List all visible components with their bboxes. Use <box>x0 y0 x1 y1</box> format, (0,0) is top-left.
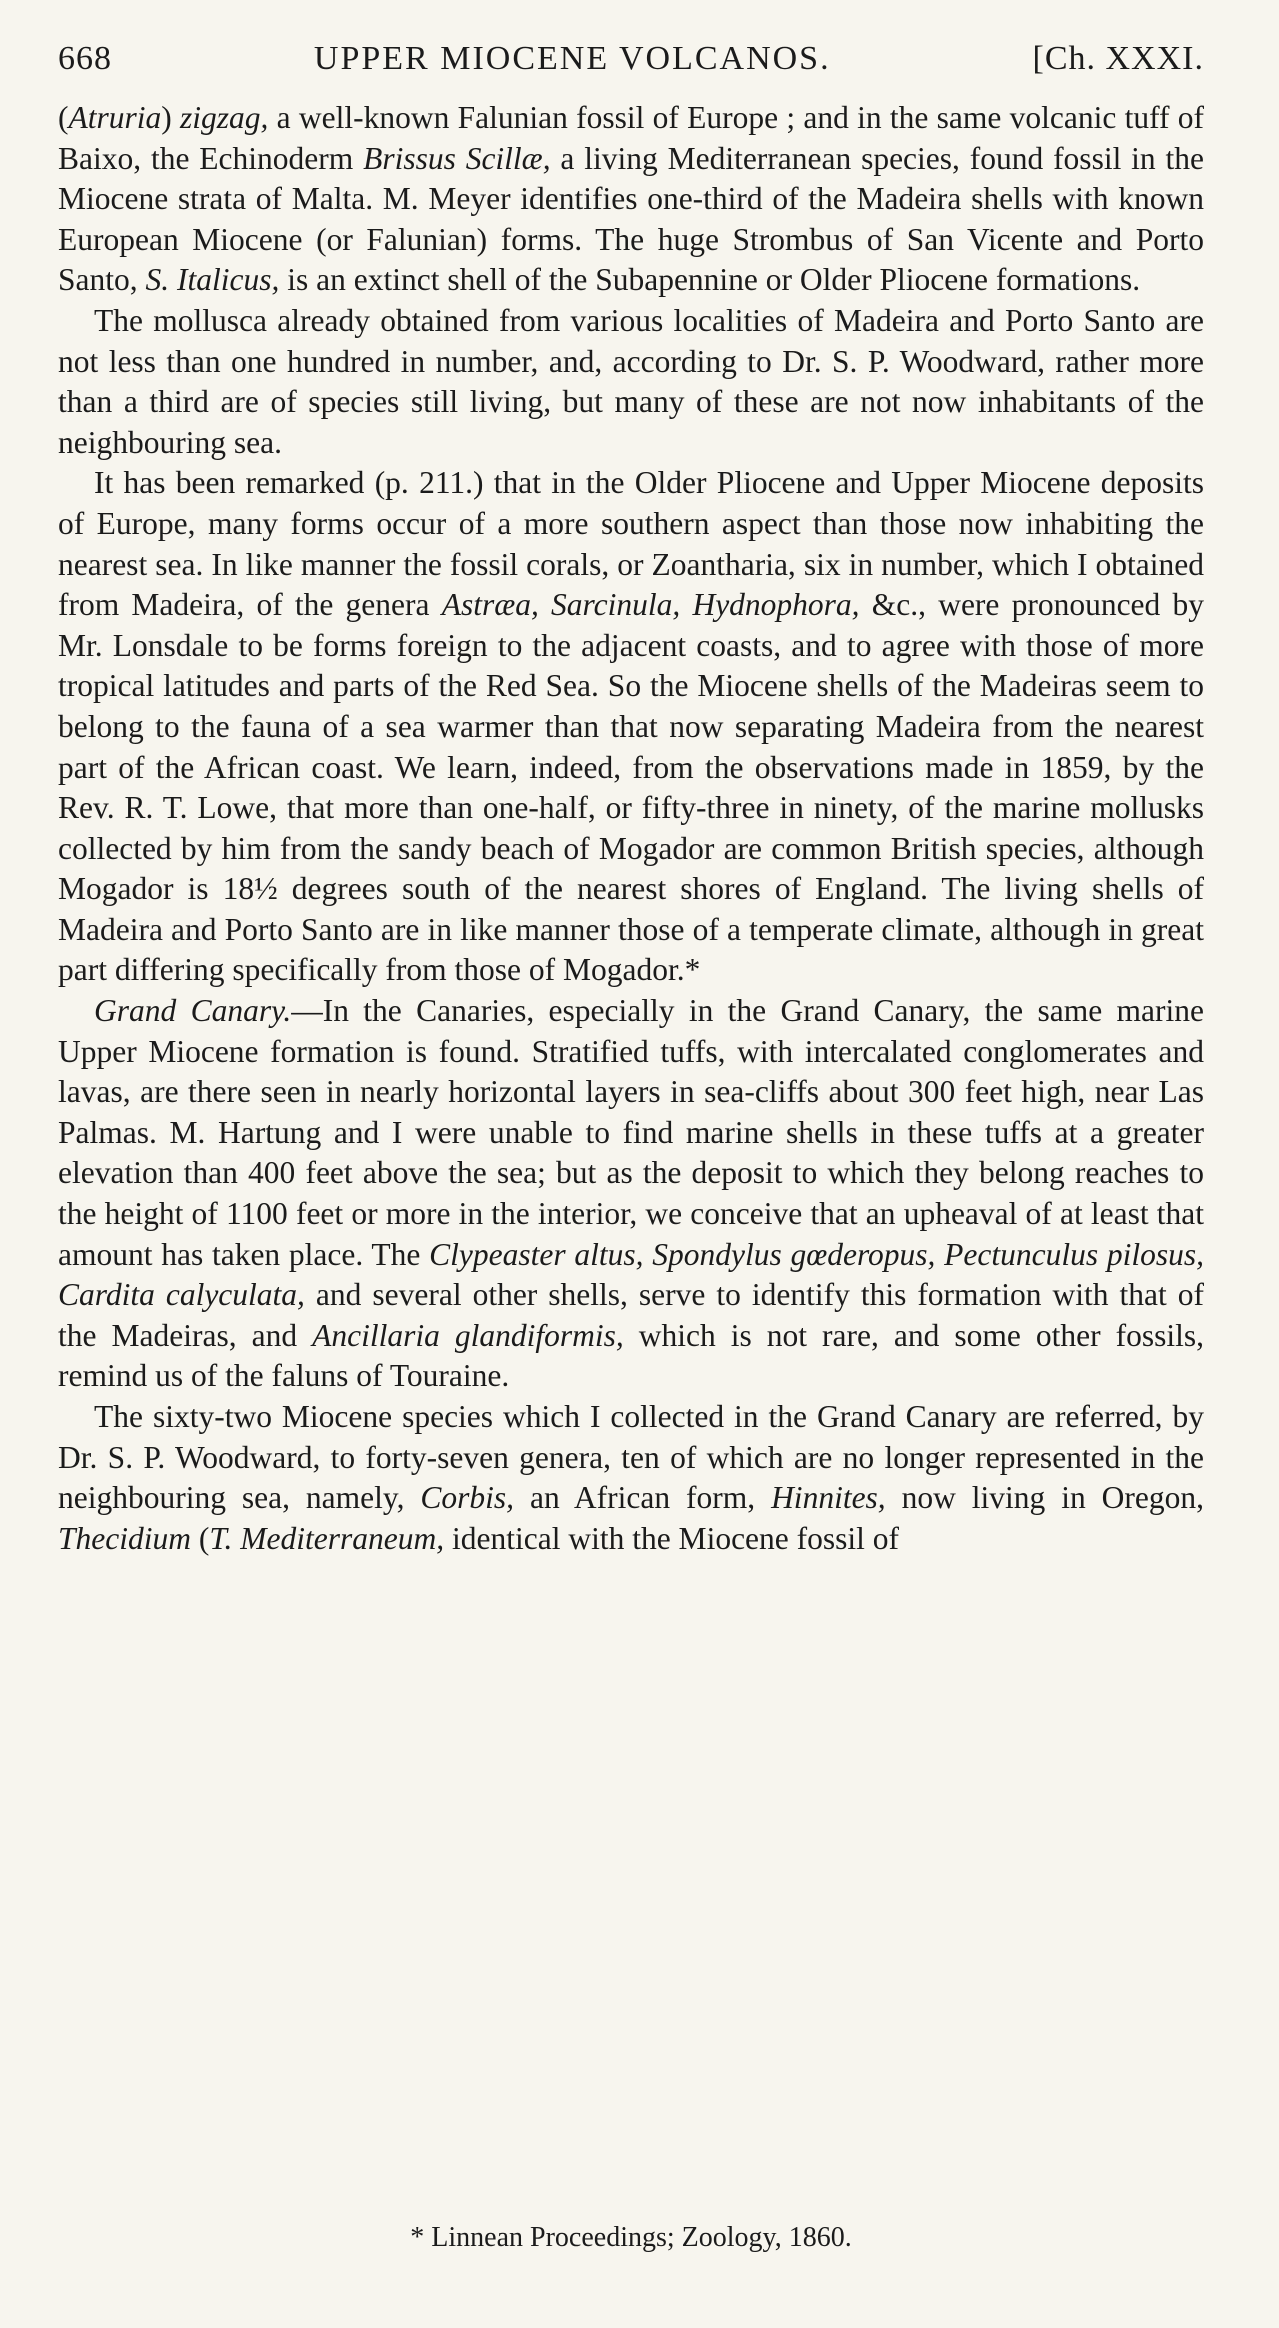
text-run: a well-known Falunian fossil of Europe ; and in the same volcanic tuff of Baixo, the Echinoderm <box>58 100 1204 176</box>
italic-text-run: Corbis, <box>420 1480 515 1516</box>
text-run: ( <box>58 100 69 135</box>
running-title: UPPER MIOCENE VOLCANOS. <box>313 40 831 77</box>
text-run: ) <box>161 100 181 135</box>
italic-text-run: Ancillaria glandiformis, <box>312 1317 624 1353</box>
paragraph <box>58 991 1204 1397</box>
text-run: &c., were pronounced by Mr. Lonsdale to be forms foreign to the adjacent coasts, and to agree with those of more tropical latitudes and parts of the Red Sea. So the Miocene shells of the Madeiras seem to belong to the fauna of a sea warmer than that now separating Madeira from the nearest part of the African coast. We learn, indeed, from the observations made in 1859, by the Rev. R. T. Lowe, that more than one-half, or fifty-three in ninety, of the marine mollusks collected by him from the sandy beach of Mogador are common British species, although Mogador is 18½ degrees south of the nearest shores of England. The living shells of Madeira and Porto Santo are in like manner those of a temperate climate, although in great part differing specifically from those of Mogador.* <box>58 587 1204 988</box>
text-run: a living Mediterranean species, found fossil in the Miocene strata of Malta. M. Meyer identifies one-third of the Madeira shells with known European Miocene (or Falunian) forms. The huge Strombus of San Vicente and Porto Santo, <box>58 140 1204 298</box>
body-text <box>58 98 1204 1559</box>
text-run: which is not rare, and some other fossils, remind us of the faluns of Touraine. <box>58 1317 1205 1394</box>
italic-text-run: Hinnites, <box>771 1480 886 1516</box>
text-run: is an extinct shell of the Subapennine or Older Pliocene formations. <box>279 262 1141 298</box>
italic-text-run: S. Italicus, <box>145 262 280 298</box>
page-header <box>58 40 1204 78</box>
text-run: It has been remarked (p. 211.) that in the Older Pliocene and Upper Miocene deposits of Europe, many forms occur of a more southern aspect than those now inhabiting the nearest sea. In like manner the fossil corals, or Zoantharia, six in number, which I obtained from Madeira, of the genera <box>58 465 1204 623</box>
paragraph <box>58 98 1204 301</box>
chapter-label: [Ch. XXXI. <box>1032 40 1204 77</box>
text-run: an African form, <box>514 1480 772 1516</box>
italic-text-run: Clypeaster altus, Spondylus gœderopus, Pectunculus pilosus, Cardita calyculata, <box>58 1236 1204 1313</box>
text-run: now living in Oregon, <box>885 1480 1204 1516</box>
italic-text-run: Astræa, Sarcinula, Hydnophora, <box>441 587 860 623</box>
footnote: * Linnean Proceedings; Zoology, 1860. <box>410 2222 852 2253</box>
italic-text-run: T. Mediterraneum, <box>209 1520 445 1556</box>
text-run: The sixty-two Miocene species which I collected in the Grand Canary are referred, by Dr. S. P. Woodward, to forty-seven genera, ten of which are no longer represented in the neighbouring sea, namely, <box>58 1399 1204 1516</box>
text-run: ( <box>190 1520 210 1556</box>
paragraph <box>58 301 1204 463</box>
text-run: The mollusca already obtained from various localities of Madeira and Porto Santo are not less than one hundred in number, and, according to Dr. S. P. Woodward, rather more than a third are of species still living, but many of these are not now inhabitants of the neighbouring sea. <box>58 302 1204 460</box>
page-number: 668 <box>58 40 112 77</box>
text-run: identical with the Miocene fossil of <box>444 1520 900 1556</box>
italic-text-run: Grand Canary. <box>94 993 292 1029</box>
text-run: and several other shells, serve to identify this formation with that of the Madeiras, and <box>58 1277 1204 1353</box>
paragraph <box>58 1397 1204 1559</box>
book-page <box>58 40 1205 2253</box>
italic-text-run: Brissus Scillæ, <box>363 140 551 176</box>
italic-text-run: zigzag, <box>180 100 269 135</box>
italic-text-run: Thecidium <box>58 1520 191 1556</box>
paragraph <box>58 463 1204 991</box>
italic-text-run: Atruria <box>68 100 162 135</box>
text-run: —In the Canaries, especially in the Grand Canary, the same marine Upper Miocene formation is found. Stratified tuffs, with intercalated conglomerates and lavas, are there seen in nearly horizontal layers in sea-cliffs about 300 feet high, near Las Palmas. M. Hartung and I were unable to find marine shells in these tuffs at a greater elevation than 400 feet above the sea; but as the deposit to which they belong reaches to the height of 1100 feet or more in the interior, we conceive that an upheaval of at least that amount has taken place. The <box>58 993 1204 1272</box>
